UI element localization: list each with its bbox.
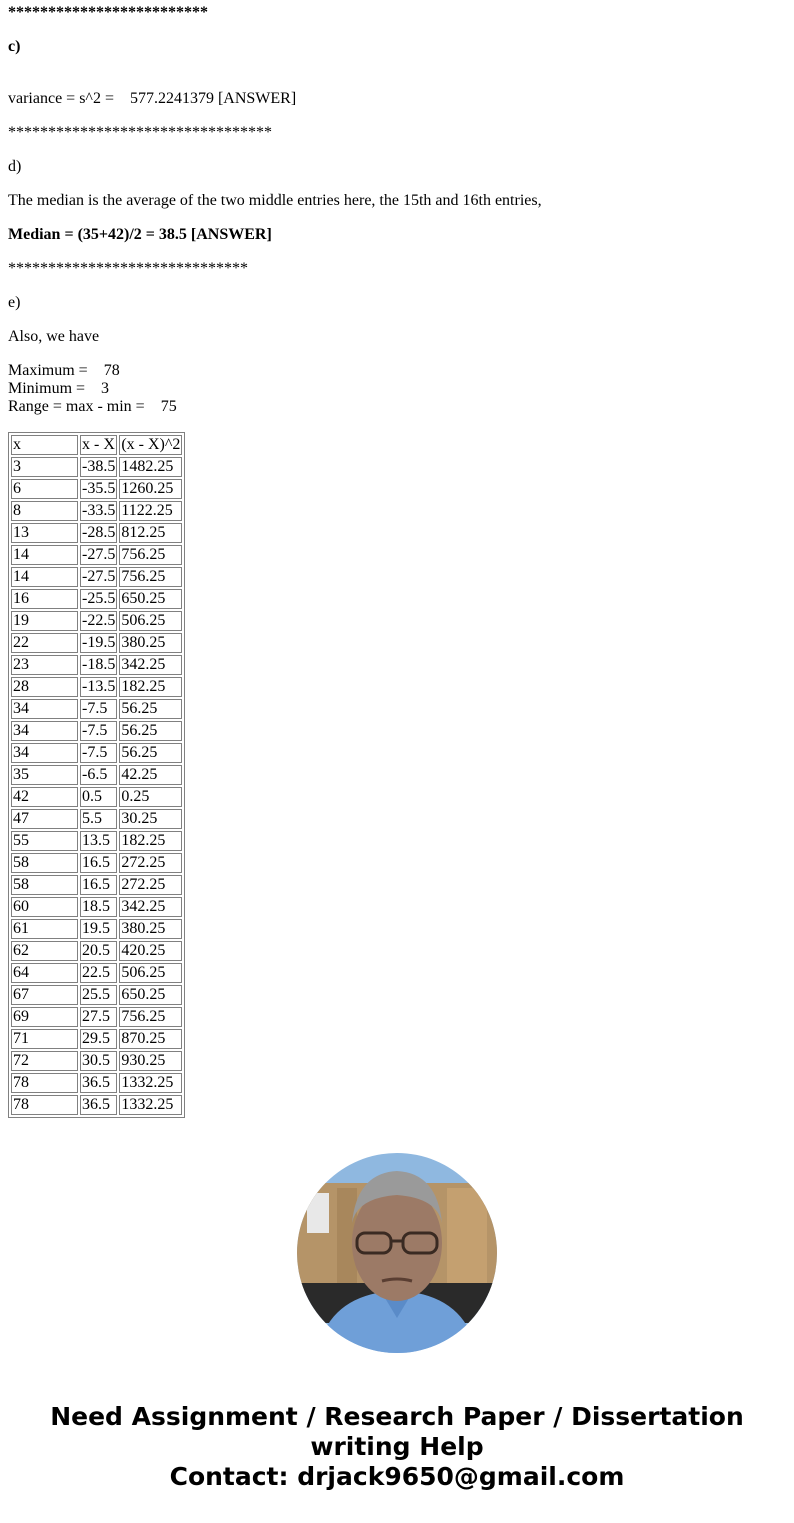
table-row — [11, 479, 182, 499]
header-squared-deviation: (x - X)^2 — [121, 436, 181, 453]
table-row — [11, 919, 182, 939]
cell-deviation: 30.5 — [80, 1051, 117, 1071]
table-row — [11, 897, 182, 917]
cell-squared-deviation: 56.25 — [119, 699, 182, 719]
cell-x: 78 — [11, 1095, 78, 1115]
cell-x: 19 — [11, 611, 78, 631]
cell-deviation: 20.5 — [80, 941, 117, 961]
document-body — [8, 0, 786, 1118]
cell-squared-deviation: 506.25 — [119, 611, 182, 631]
cell-squared-deviation: 30.25 — [119, 809, 182, 829]
table-row — [11, 963, 182, 983]
cell-x: 16 — [11, 589, 78, 609]
cell-deviation: -28.5 — [82, 524, 116, 541]
cell-deviation: -22.5 — [82, 612, 116, 629]
header-x: x — [11, 435, 78, 455]
table-body — [11, 457, 182, 1115]
table-row — [11, 787, 182, 807]
cell-squared-deviation: 380.25 — [119, 633, 182, 653]
table-row — [11, 501, 182, 521]
table-row — [11, 611, 182, 631]
cell-x: 13 — [11, 523, 78, 543]
table-row — [11, 765, 182, 785]
cell-squared-deviation: 650.25 — [119, 985, 182, 1005]
cell-deviation: -25.5 — [82, 590, 116, 607]
cell-x: 64 — [11, 963, 78, 983]
cell-x: 14 — [11, 545, 78, 565]
cell-x: 14 — [11, 567, 78, 587]
cell-squared-deviation: 42.25 — [119, 765, 182, 785]
table-row — [11, 809, 182, 829]
expert-avatar — [297, 1153, 497, 1353]
cell-deviation: -33.5 — [82, 502, 116, 519]
cell-deviation: 36.5 — [80, 1095, 117, 1115]
cell-x: 8 — [11, 501, 78, 521]
cell-deviation: 25.5 — [80, 985, 117, 1005]
cell-x: 42 — [11, 787, 78, 807]
cell-deviation: 36.5 — [80, 1073, 117, 1093]
median-explanation: The median is the average of the two middle entries here, the 15th and 16th entries, — [8, 192, 542, 209]
cell-deviation: -7.5 — [80, 699, 117, 719]
table-row — [11, 1073, 182, 1093]
cell-squared-deviation: 1260.25 — [119, 479, 182, 499]
table-row — [11, 853, 182, 873]
table-row — [11, 831, 182, 851]
cell-x: 69 — [11, 1007, 78, 1027]
cell-x: 72 — [11, 1051, 78, 1071]
cell-deviation: -6.5 — [80, 765, 117, 785]
table-row — [11, 985, 182, 1005]
cell-x: 67 — [11, 985, 78, 1005]
cell-deviation: -13.5 — [82, 678, 116, 695]
deviation-table — [8, 432, 185, 1118]
table-row — [11, 699, 182, 719]
cell-deviation: 22.5 — [80, 963, 117, 983]
maximum-value: Maximum = 78 — [8, 362, 120, 379]
cell-squared-deviation: 342.25 — [119, 897, 182, 917]
table-row — [11, 875, 182, 895]
cell-deviation: -7.5 — [80, 721, 117, 741]
cell-deviation: -7.5 — [80, 743, 117, 763]
section-e-label: e) — [8, 294, 21, 311]
cell-squared-deviation: 342.25 — [119, 655, 182, 675]
cell-deviation: 27.5 — [80, 1007, 117, 1027]
median-answer: Median = (35+42)/2 = 38.5 [ANSWER] — [8, 226, 272, 243]
cell-squared-deviation: 930.25 — [119, 1051, 182, 1071]
table-row — [11, 1051, 182, 1071]
section-d-label: d) — [8, 158, 22, 175]
cell-x: 35 — [11, 765, 78, 785]
cell-x: 23 — [11, 655, 78, 675]
cell-x: 55 — [11, 831, 78, 851]
cell-x: 28 — [11, 677, 78, 697]
separator-c: ********************************* — [8, 124, 272, 141]
separator-d: ****************************** — [8, 260, 248, 277]
cell-squared-deviation: 812.25 — [119, 523, 182, 543]
cell-squared-deviation: 272.25 — [119, 875, 182, 895]
cell-deviation: -18.5 — [82, 656, 116, 673]
cell-squared-deviation: 56.25 — [119, 721, 182, 741]
separator-top: ************************* — [8, 4, 208, 21]
cell-deviation: -38.5 — [82, 458, 116, 475]
table-row — [11, 655, 182, 675]
table-row — [11, 633, 182, 653]
cell-x: 22 — [11, 633, 78, 653]
table-row — [11, 721, 182, 741]
cell-deviation: 0.5 — [80, 787, 117, 807]
cell-x: 58 — [11, 853, 78, 873]
cell-x: 78 — [11, 1073, 78, 1093]
table-row — [11, 567, 182, 587]
table-row — [11, 1095, 182, 1115]
cell-x: 60 — [11, 897, 78, 917]
cell-squared-deviation: 56.25 — [119, 743, 182, 763]
person-photo-icon — [297, 1153, 497, 1353]
summary-stats — [8, 362, 786, 416]
cell-deviation: -27.5 — [82, 546, 116, 563]
cell-squared-deviation: 756.25 — [119, 567, 182, 587]
table-row — [11, 589, 182, 609]
ad-contact-email: Contact: drjack9650@gmail.com — [169, 1462, 625, 1491]
header-deviation: x - X — [80, 435, 117, 455]
cell-x: 62 — [11, 941, 78, 961]
cell-squared-deviation: 182.25 — [119, 677, 182, 697]
table-row — [11, 545, 182, 565]
cell-squared-deviation: 1332.25 — [119, 1095, 182, 1115]
cell-x: 6 — [11, 479, 78, 499]
cell-deviation: 16.5 — [80, 853, 117, 873]
cell-squared-deviation: 1122.25 — [119, 501, 182, 521]
cell-squared-deviation: 0.25 — [119, 787, 182, 807]
cell-deviation: -35.5 — [82, 480, 116, 497]
cell-x: 47 — [11, 809, 78, 829]
cell-x: 34 — [11, 743, 78, 763]
cell-squared-deviation: 1482.25 — [119, 457, 182, 477]
cell-deviation: 18.5 — [80, 897, 117, 917]
cell-deviation: 29.5 — [80, 1029, 117, 1049]
cell-x: 61 — [11, 919, 78, 939]
cell-deviation: 13.5 — [80, 831, 117, 851]
section-e-intro: Also, we have — [8, 328, 100, 345]
cell-deviation: 5.5 — [80, 809, 117, 829]
table-row — [11, 457, 182, 477]
cell-squared-deviation: 272.25 — [119, 853, 182, 873]
cell-squared-deviation: 182.25 — [119, 831, 182, 851]
cell-x: 58 — [11, 875, 78, 895]
cell-squared-deviation: 650.25 — [119, 589, 182, 609]
section-c-label: c) — [8, 38, 21, 55]
cell-deviation: -27.5 — [82, 568, 116, 585]
cell-squared-deviation: 756.25 — [119, 1007, 182, 1027]
table-row — [11, 743, 182, 763]
cell-squared-deviation: 1332.25 — [119, 1073, 182, 1093]
cell-squared-deviation: 756.25 — [119, 545, 182, 565]
table-row — [11, 523, 182, 543]
contact-advertisement — [0, 1402, 794, 1492]
cell-x: 34 — [11, 699, 78, 719]
table-row — [11, 677, 182, 697]
range-value: Range = max - min = 75 — [8, 398, 177, 415]
table-row — [11, 941, 182, 961]
cell-x: 34 — [11, 721, 78, 741]
variance-answer: variance = s^2 = 577.2241379 [ANSWER] — [8, 90, 297, 107]
cell-deviation: -19.5 — [82, 634, 116, 651]
cell-x: 71 — [11, 1029, 78, 1049]
table-header-row — [11, 435, 182, 455]
ad-line-2: writing Help — [310, 1432, 484, 1461]
minimum-value: Minimum = 3 — [8, 380, 110, 397]
cell-squared-deviation: 420.25 — [119, 941, 182, 961]
cell-x: 3 — [11, 457, 78, 477]
cell-deviation: 16.5 — [80, 875, 117, 895]
ad-line-1: Need Assignment / Research Paper / Dissertation — [50, 1402, 744, 1431]
cell-deviation: 19.5 — [80, 919, 117, 939]
cell-squared-deviation: 506.25 — [119, 963, 182, 983]
cell-squared-deviation: 870.25 — [119, 1029, 182, 1049]
table-row — [11, 1007, 182, 1027]
cell-squared-deviation: 380.25 — [119, 919, 182, 939]
table-row — [11, 1029, 182, 1049]
